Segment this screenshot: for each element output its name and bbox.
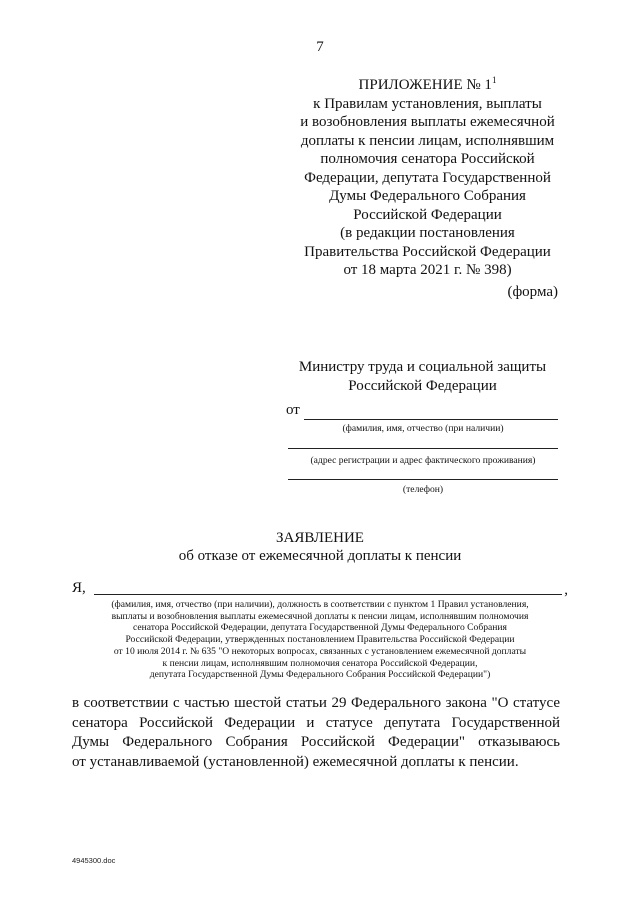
body-line: от устанавливаемой (установленной) ежемесячной доплаты к пенсии. <box>72 753 519 770</box>
appendix-line: к Правилам установления, выплаты <box>313 95 542 112</box>
appendix-line: Федерации, депутата Государственной <box>304 169 551 186</box>
footer-file-name: 4945300.doc <box>72 856 116 865</box>
applicant-field <box>72 577 568 597</box>
body-line: Думы Федерального Собрания Российской Федерации" отказываюсь <box>72 734 560 750</box>
sender-phone-line <box>288 479 558 480</box>
appendix-heading-superscript: 1 <box>491 75 497 85</box>
appendix-line: полномочия сенатора Российской <box>320 151 535 167</box>
appendix-line: (в редакции постановления <box>340 225 515 241</box>
sender-name-field <box>288 404 558 420</box>
applicant-caption <box>80 599 560 681</box>
body-line: сенатора Российской Федерации и статусе депутата Государственной <box>72 714 560 731</box>
sender-address-line <box>288 448 558 449</box>
sender-phone-field <box>288 464 558 480</box>
applicant-caption-line: от 10 июля 2014 г. № 635 "О некоторых вопросах, связанных с установлением ежемесячной доплаты <box>113 645 527 657</box>
appendix-heading <box>300 76 555 95</box>
sender-name-line <box>304 419 558 420</box>
applicant-prefix: Я, <box>72 580 86 596</box>
applicant-line <box>94 594 562 595</box>
applicant-caption-line: сенатора Российской Федерации, депутата Государственной Думы Федерального Собрания <box>133 622 507 634</box>
sender-address-caption: (адрес регистрации и адрес фактического проживания) <box>310 455 536 466</box>
appendix-line: и возобновления выплаты ежемесячной <box>300 114 555 130</box>
appendix-line: от 18 марта 2021 г. № 398) <box>343 262 512 278</box>
form-mark: (форма) <box>507 284 558 300</box>
sender-phone-caption: (телефон) <box>402 484 444 495</box>
sender-name-caption: (фамилия, имя, отчество (при наличии) <box>342 423 504 434</box>
statement-body <box>72 694 560 772</box>
applicant-caption-line: к пенсии лицам, исполнявшим полномочия сенатора Российской Федерации, <box>162 657 478 669</box>
appendix-line: Думы Федерального Собрания <box>329 188 526 204</box>
appendix-line: Российской Федерации <box>353 206 502 223</box>
from-prefix: от <box>286 402 300 418</box>
appendix-heading-text: ПРИЛОЖЕНИЕ № 1 <box>358 77 492 93</box>
body-line: в соответствии с частью шестой статьи 29 Федерального закона "О статусе <box>72 695 560 711</box>
addressee-line: Российской Федерации <box>348 377 497 394</box>
sender-address-field <box>288 433 558 449</box>
applicant-suffix: , <box>564 582 568 598</box>
applicant-caption-line: выплаты и возобновления выплаты ежемесячной доплаты к пенсии лицам, исполнявшим полномочия <box>111 610 529 622</box>
addressee-line: Министру труда и социальной защиты <box>298 359 547 375</box>
page-number: 7 <box>316 39 324 55</box>
applicant-caption-line: (фамилия, имя, отчество (при наличии), должность в соответствии с пунктом 1 Правил установления, <box>111 599 529 610</box>
appendix-block <box>300 76 555 280</box>
applicant-caption-line: депутата Государственной Думы Федерального Собрания Российской Федерации") <box>149 669 491 681</box>
applicant-caption-line: Российской Федерации, утвержденных постановлением Правительства Российской Федерации <box>125 634 515 646</box>
appendix-line: доплаты к пенсии лицам, исполнявшим <box>300 132 555 149</box>
statement-subtitle: об отказе от ежемесячной доплаты к пенсии <box>178 548 462 564</box>
appendix-line: Правительства Российской Федерации <box>304 243 551 260</box>
statement-title: ЗАЯВЛЕНИЕ <box>276 530 364 546</box>
addressee-block <box>290 358 555 395</box>
